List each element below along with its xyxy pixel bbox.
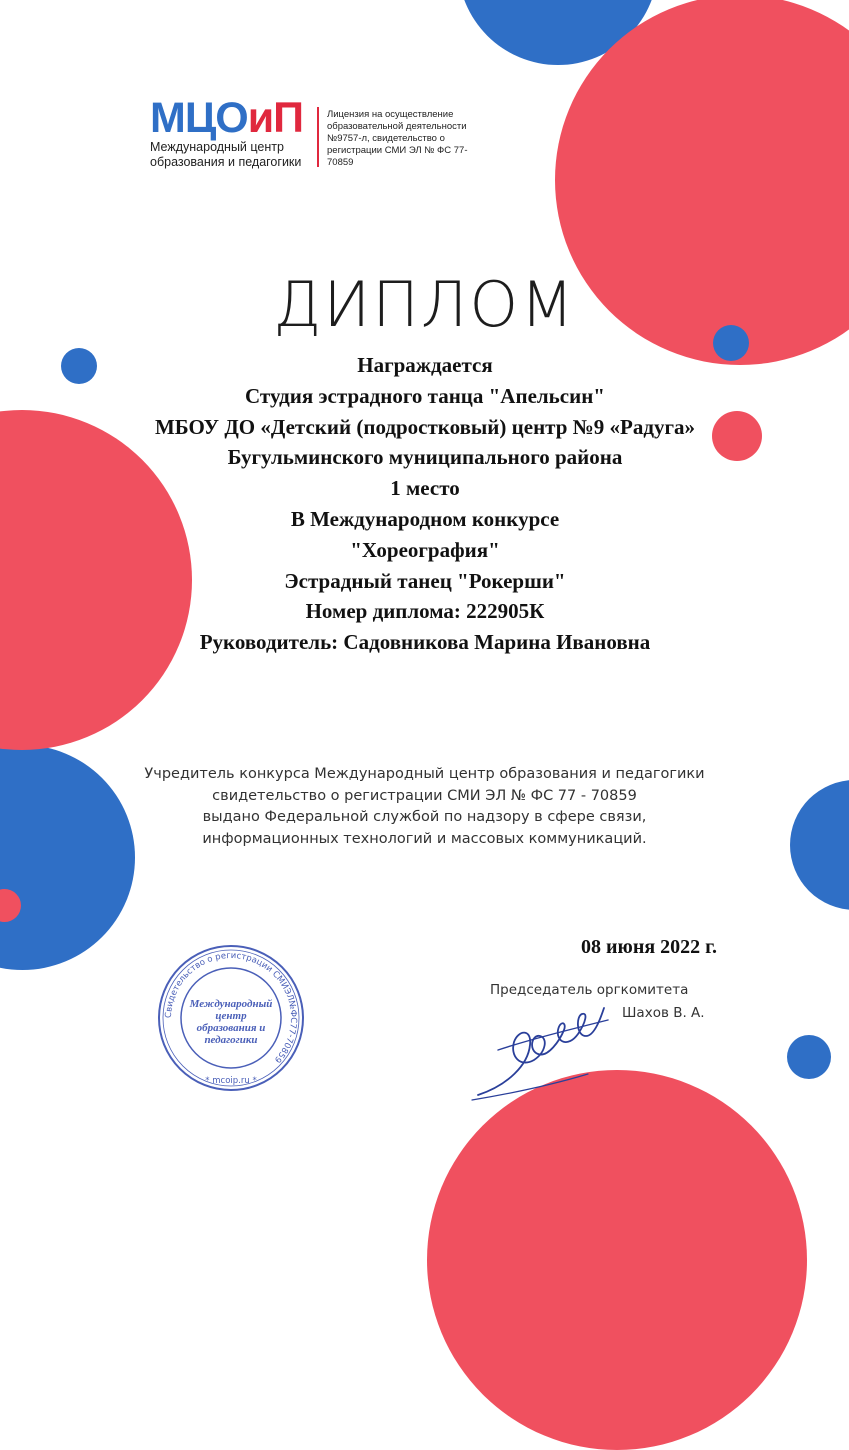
chairman-title: Председатель оргкомитета [490,982,689,998]
founder-line: свидетельство о регистрации СМИ ЭЛ № ФС 77 - 70859 [212,787,637,804]
license-text: Лицензия на осуществление образовательной деятельности №9757-л, свидетельство о регистрации СМИ ЭЛ № ФС 77-70859 [327,109,468,168]
organization-logo [150,95,480,175]
issue-date: 08 июня 2022 г. [581,936,717,958]
stamp-center-line: центр [215,1010,247,1022]
founder-line: Учредитель конкурса Международный центр образования и педагогики [144,766,705,782]
award-line: 1 место [390,476,460,501]
stamp-center-line: педагогики [204,1034,258,1046]
logo-subtitle: Международный центр образования и педагогики [150,140,302,169]
diploma-title: ДИПЛОМ [273,268,576,341]
award-line: Бугульминского муниципального района [227,445,623,470]
decor-circle-red-bottom [427,1070,807,1450]
founder-info [0,764,849,850]
award-text [80,350,770,658]
founder-line: информационных технологий и массовых коммуникаций. [202,830,647,847]
chairman-name: Шахов В. А. [622,1005,705,1021]
signature-image [468,990,618,1105]
stamp-center-line: Международный [189,998,273,1010]
award-line: "Хореография" [350,537,500,562]
decor-circle-blue-right-small [787,1035,831,1079]
founder-line: выдано Федеральной службой по надзору в сфере связи, [202,809,647,825]
award-line: Руководитель: Садовникова Марина Ивановна [199,630,651,655]
award-line: Награждается [357,353,493,377]
award-line: Эстрадный танец "Рокерши" [284,568,566,593]
logo-wordmark: МЦОиП [150,94,304,142]
official-stamp [156,943,306,1093]
stamp-ring-text: Свидетельство о регистрации СМИЭЛ№ФС77-70859 [163,950,299,1065]
stamp-bottom-text: * mcoip.ru * [205,1076,257,1086]
logo-divider [317,107,319,167]
stamp-center-line: образования и [196,1022,266,1034]
award-line: МБОУ ДО «Детский (подростковый) центр №9 «Радуга» [154,414,696,439]
award-line: В Международном конкурсе [290,506,560,531]
award-line: Студия эстрадного танца "Апельсин" [245,383,605,408]
award-line: Номер диплома: 222905К [305,599,545,624]
